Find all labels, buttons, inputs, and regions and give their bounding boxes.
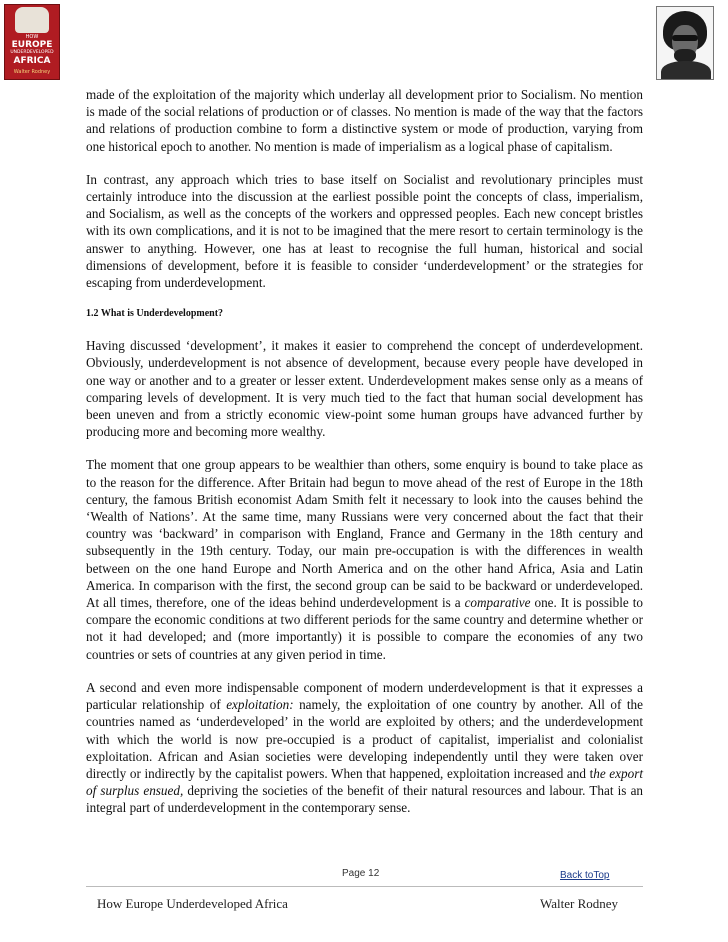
paragraph-5-text-c: depriving the societies of the benefit of their natural resources and labour. That is an integral part of underdevelopment in the contemporary sense. <box>86 783 644 816</box>
footer-author: Walter Rodney <box>540 896 619 911</box>
paragraph-5-text-b: namely, the exploitation of one country by another. All of the countries named as ‘underdeveloped’ in the world are exploited by others; and the underdevelopment with which the world is now pre-occupied is a product of capitalist, imperialist and colonialist exploitation. African and Asian societies were developing independently until they were taken over directly or indirectly by the capitalist powers. When that happened, exploitation increased and t <box>86 697 643 781</box>
paragraph-4-text-b: one. It is possible to compare the economic conditions at two different periods for the same country and determine whether or not it had developed; and (more importantly) it is possible to compare the economies of any two countries or sets of countries at any given period in time. <box>86 595 643 662</box>
raised-fist-icon <box>15 7 49 33</box>
book-cover-title-line2: EUROPE <box>11 40 53 50</box>
paragraph-5-text-a: A second and even more indispensable component of modern underdevelopment is that it expresses a particular relationship of <box>86 679 643 713</box>
paragraph-5-emphasis-2: he export of surplus ensued, <box>86 765 643 799</box>
paragraph-4 <box>86 456 643 662</box>
back-to-top-link[interactable]: Back toTop <box>560 870 610 881</box>
section-heading: 1.2 What is Underdevelopment? <box>86 308 224 320</box>
author-photo <box>656 6 714 80</box>
book-cover-image <box>4 4 60 80</box>
page-number: Page 12 <box>342 868 380 879</box>
book-cover-title-line3: UNDERDEVELOPED <box>10 50 54 55</box>
paragraph-4-text-a: The moment that one group appears to be wealthier than others, some enquiry is bound to take place as to the reason for the difference. After Britain had begun to move ahead of the rest of Europe in the 18th century, the famous British economist Adam Smith felt it necessary to look into the causes behind the ‘Wealth of Nations’. At the same time, many Russians were very concerned about the fact that their country was ‘backward’ in comparison with England, France and Germany in the 18th century and subsequently in the 19th century. Today, our main pre-occupation is with the differences in wealth between on the one hand Europe and North America and on the other hand Africa, Asia and Latin America. In comparison with the first, the second group can be said to be backward or underdeveloped. At all times, therefore, one of the ideas behind underdevelopment is a <box>86 457 643 611</box>
paragraph-5 <box>86 679 643 817</box>
paragraph-3: Having discussed ‘development’, it makes it easier to comprehend the concept of underdevelopment. Obviously, underdevelopment is not absence of development, because every people have developed in one way or another and to a greater or lesser extent. Underdevelopment makes sense only as a means of comparing levels of development. It is very much tied to the fact that human social development has been uneven and from a strictly economic view-point some human groups have advanced further by producing more and becoming more wealthy. <box>86 338 643 440</box>
document-body <box>86 86 643 817</box>
paragraph-2: In contrast, any approach which tries to base itself on Socialist and revolutionary principles must certainly introduce into the discussion at the earliest possible point the concepts of class, imperialism, and Socialism, as well as the concepts of the workers and oppressed peoples. Each new concept bristles with its own complications, and it is not to be imagined that the mere resort to certain terminology is the answer to anything. However, one has at least to recognise the full human, historical and social dimensions of development, before it is feasible to consider ‘underdevelopment’ or the strategies for escaping from underdevelopment. <box>86 171 643 291</box>
paragraph-1: made of the exploitation of the majority which underlay all development prior to Socialism. No mention is made of the social relations of production or of classes. No mention is made of the way that the factors and relations of production combine to form a distinctive system or mode of production, varying from one historical epoch to another. No mention is made of imperialism as a logical phase of capitalism. <box>86 87 643 154</box>
paragraph-4-emphasis: comparative <box>464 595 531 611</box>
paragraph-5-emphasis-1: exploitation: <box>226 697 294 713</box>
footer-divider <box>86 886 643 887</box>
book-cover-title-line1: HOW <box>25 34 39 40</box>
book-cover-title-line4: AFRICA <box>13 56 51 66</box>
footer-book-title: How Europe Underdeveloped Africa <box>97 896 288 911</box>
book-cover-author: Walter Rodney <box>13 69 51 75</box>
